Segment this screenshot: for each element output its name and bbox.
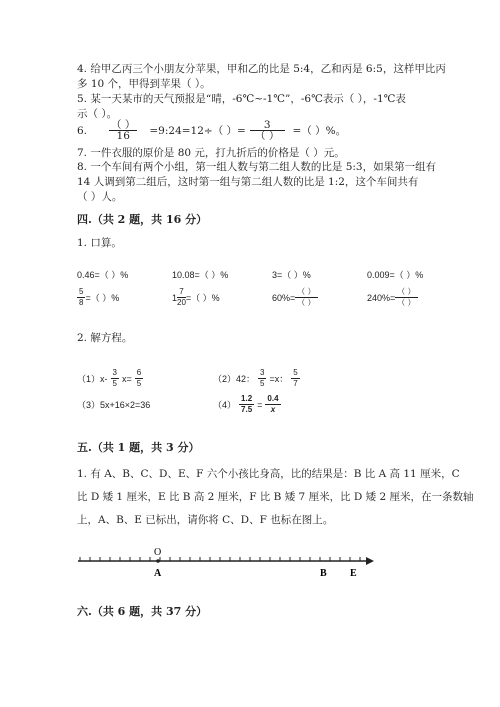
q6-frac2-numerator: 3 bbox=[250, 120, 285, 131]
mental-calc-6 bbox=[172, 287, 220, 308]
section6-heading: 六.（共 6 题，共 37 分） bbox=[77, 605, 208, 618]
point-b-label: B bbox=[320, 568, 327, 579]
eq2-denominator: 5 bbox=[260, 379, 265, 388]
eq1-numerator-2: 6 bbox=[136, 368, 142, 377]
calc5-denominator: 8 bbox=[79, 298, 84, 307]
origin-point bbox=[156, 559, 160, 563]
section5-line2: 比 D 矮 1 厘米，E 比 B 高 2 厘米，F 比 B 矮 7 厘米，比 D 矮 2 厘米，在一条数轴 bbox=[77, 491, 474, 503]
calc8-numerator: （ ） bbox=[397, 287, 416, 296]
q6-frac1-numerator: （ ） bbox=[111, 119, 136, 131]
eq2-numerator: 3 bbox=[260, 368, 265, 377]
q5-line1: 5. 某一天某市的天气预报是“晴，-6℃~-1℃”，-6℃表示（ ），-1℃表 bbox=[77, 93, 406, 105]
point-a-label: A bbox=[154, 568, 162, 579]
eq1-numerator: 3 bbox=[112, 368, 117, 377]
mental-calc-2: 10.08=（ ）% bbox=[172, 270, 229, 280]
eq4-numerator-2: 0.4 bbox=[267, 394, 279, 403]
mental-calc-3: 3=（ ）% bbox=[272, 270, 311, 280]
mental-calc-1: 0.46=（ ）% bbox=[77, 270, 129, 280]
number-line-arrow-icon bbox=[366, 557, 374, 565]
calc7-denominator: （ ） bbox=[297, 298, 316, 307]
q7-text: 7. 一件衣服的原价是 80 元，打九折后的价格是（ ）元。 bbox=[77, 147, 345, 159]
q6-middle: =9:24=12÷（ ）= bbox=[149, 124, 246, 137]
q8-line2: 14 人调到第二组后，这时第一组与第二组人数的比是 1:2，这个车间共有 bbox=[77, 176, 419, 188]
q6-label: 6. bbox=[77, 124, 88, 137]
calc8-denominator: （ ） bbox=[397, 298, 416, 307]
origin-label: O bbox=[154, 547, 162, 558]
eq4-label: （4） bbox=[213, 400, 237, 410]
section4-heading: 四.（共 2 题，共 16 分） bbox=[77, 213, 208, 226]
mental-calc-5 bbox=[77, 287, 119, 308]
calc6-rest: =（ ）% bbox=[185, 293, 220, 303]
q6-fraction-1 bbox=[109, 120, 137, 141]
eq2-mid: =x： bbox=[269, 374, 289, 384]
q8-line3: （ ）人。 bbox=[77, 191, 123, 203]
eq1-mid: x= bbox=[121, 373, 132, 384]
equation-4 bbox=[213, 394, 281, 415]
mental-calc-8 bbox=[367, 287, 418, 308]
section5-line1: 1. 有 A、B、C、D、E、F 六个小孩比身高，比的结果是：B 比 A 高 11 厘米，C bbox=[77, 468, 460, 480]
q5-line2: 示（ ）。 bbox=[77, 108, 118, 120]
q6-fraction-2 bbox=[250, 120, 285, 141]
section5-line3: 上，A、B、E 已标出，请你将 C、D、F 也标在图上。 bbox=[77, 514, 334, 526]
eq2-denominator-2: 7 bbox=[293, 379, 298, 388]
equation-1 bbox=[77, 368, 143, 389]
eq1-label: （1）x- bbox=[77, 374, 108, 384]
section5-heading: 五.（共 1 题，共 3 分） bbox=[77, 441, 200, 454]
section4-sub1: 1. 口算。 bbox=[77, 237, 122, 249]
q6-row bbox=[77, 120, 346, 141]
mental-calc-4: 0.009=（ ）% bbox=[367, 270, 424, 280]
q6-frac2-denominator: （ ） bbox=[255, 130, 280, 142]
q6-end: =（ ）%。 bbox=[292, 124, 347, 137]
number-line bbox=[70, 543, 380, 583]
calc5-numerator: 5 bbox=[79, 287, 84, 296]
eq4-mid: = bbox=[257, 399, 263, 410]
calc5-rest: =（ ）% bbox=[85, 293, 120, 303]
calc7-numerator: （ ） bbox=[297, 287, 316, 296]
section4-sub2: 2. 解方程。 bbox=[77, 332, 133, 344]
calc6-whole: 1 bbox=[172, 292, 178, 303]
eq2-numerator-2: 5 bbox=[293, 368, 298, 377]
q6-frac1-denominator: 16 bbox=[116, 130, 130, 142]
mental-calc-7 bbox=[272, 287, 318, 308]
calc8-left: 240%= bbox=[367, 292, 396, 303]
equation-3: （3）5x+16×2=36 bbox=[77, 400, 151, 410]
q8-line1: 8. 一个车间有两个小组，第一组人数与第二组人数的比是 5:3，如果第一组有 bbox=[77, 161, 437, 173]
calc7-left: 60%= bbox=[272, 292, 296, 303]
eq4-numerator: 1.2 bbox=[241, 394, 253, 403]
calc6-denominator: 20 bbox=[177, 298, 186, 307]
equation-2 bbox=[213, 368, 300, 389]
q4-line2: 多 10 个，甲得到苹果（ ）。 bbox=[77, 78, 211, 90]
point-e-label: E bbox=[350, 568, 357, 579]
eq4-denominator: 7.5 bbox=[241, 405, 253, 414]
eq2-label: （2）42： bbox=[213, 374, 256, 384]
eq1-denominator: 5 bbox=[112, 379, 117, 388]
eq4-denominator-2: x bbox=[270, 405, 276, 414]
calc6-numerator: 7 bbox=[177, 287, 186, 298]
eq1-denominator-2: 5 bbox=[136, 379, 142, 388]
q4-line1: 4. 给甲乙丙三个小朋友分苹果，甲和乙的比是 5:4，乙和丙是 6:5，这样甲比丙 bbox=[77, 63, 446, 75]
